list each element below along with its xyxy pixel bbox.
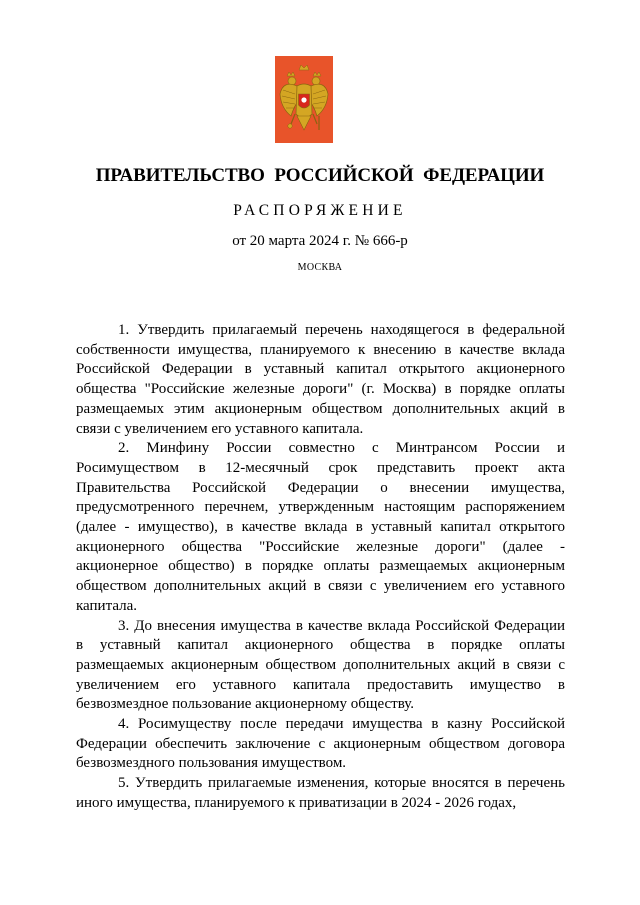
paragraph-3: 3. До внесения имущества в качестве вклада Российской Федерации в уставный капитал акционерного общества в порядке оплаты размещаемых акционерным обществом дополнительных акций в связи с увеличением его уставного капитала предоставить имущество в безвозмездное пользование акционерному обществу. <box>76 617 565 713</box>
government-title: ПРАВИТЕЛЬСТВО РОССИЙСКОЙ ФЕДЕРАЦИИ <box>95 165 545 186</box>
coat-of-arms-icon <box>275 56 333 143</box>
paragraph-5: 5. Утвердить прилагаемые изменения, которые вносятся в перечень иного имущества, планируемого к приватизации в 2024 - 2026 годах, <box>76 775 565 811</box>
paragraph-2: 2. Минфину России совместно с Минтрансом России и Росимуществом в 12-месячный срок представить проект акта Правительства Российской Федерации о внесении имущества, предусмотренного перечнем, утвержденным настоящим распоряжением (далее - имущество), в качестве вклада в уставный капитал открытого акционерного общества "Российские железные дороги" (далее - акционерное общество) в порядке оплаты размещаемых акционерным обществом дополнительных акций в связи с увеличением его уставного капитала. <box>76 440 565 614</box>
paragraph-1: 1. Утвердить прилагаемый перечень находящегося в федеральной собственности имущества, планируемого к внесению в качестве вклада Российской Федерации в уставный капитал открытого акционерного общества "Российские железные дороги" (г. Москва) в порядке оплаты размещаемых этим акционерным обществом дополнительных акций в связи с увеличением его уставного капитала. <box>76 322 565 437</box>
document-type: РАСПОРЯЖЕНИЕ <box>233 202 407 219</box>
document-date-number: от 20 марта 2024 г. № 666-р <box>232 233 408 249</box>
document-city: МОСКВА <box>297 262 343 273</box>
document-body <box>76 321 565 814</box>
paragraph-4: 4. Росимуществу после передачи имущества в казну Российской Федерации обеспечить заключение с акционерным обществом договора безвозмездного пользования имуществом. <box>76 716 565 772</box>
